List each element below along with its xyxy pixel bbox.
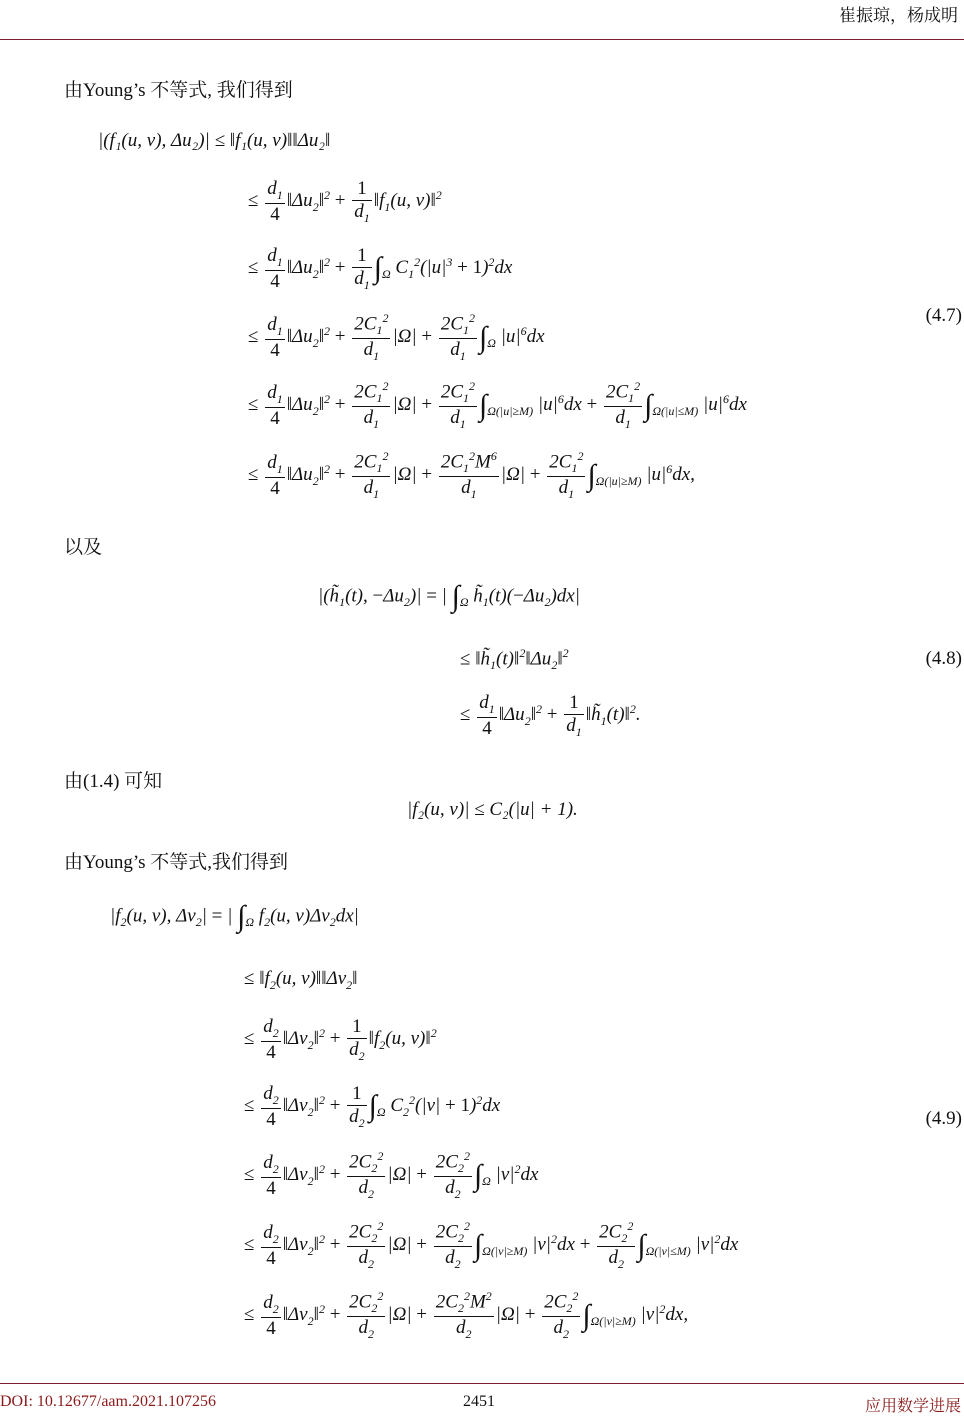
header-rule: [0, 39, 964, 40]
eq49-line-1: $|f_2(u$, v), $\Delta v_2|$ = | $\int_\Omega$ $f_2(u$, $v)\Delta v_2dx|$: [110, 900, 359, 933]
paragraph-by-1-4: 由(1.4) 可知: [64, 771, 163, 792]
eq49-line-4: ≤ $\frac{d_2}{4}$ $‖\Delta v_2‖^2$ + $\frac{1}{d_2}$ $\int_\Omega$ $C_2^2(|v| + 1)^2dx$: [244, 1083, 501, 1130]
eq48-line-3: ≤ $\frac{d_1}{4}$ $‖\Delta u_2‖^2$ + $\frac{1}{d_1}$ $‖h̃_1(t)‖^2$.: [460, 692, 641, 739]
footer-rule: [0, 1383, 964, 1384]
eq49-number: (4.9): [925, 1108, 962, 1129]
eq47-line-3: ≤ $\frac{d_1}{4}$ $‖\Delta u_2‖^2$ + $\frac{1}{d_1}$ $\int_\Omega$ $C_1^2(|u|^3 + 1)^2dx$: [248, 245, 513, 292]
eq47-line-6: ≤ $\frac{d_1}{4}$ $‖\Delta u_2‖^2$ + $\frac{2C_1^2}{d_1}$ |Ω| + $\frac{2C_1^2M^6}{d_1}$ |Ω| + $\frac{2C_1^2}{d_1}$ $\int_{\Omega(|u|\ge M)}$ $|u|^6dx$,: [248, 449, 695, 501]
eq49-line-5: ≤ $\frac{d_2}{4}$ $‖\Delta v_2‖^2$ + $\frac{2C_2^2}{d_2}$ |Ω| + $\frac{2C_2^2}{d_2}$ $\int_\Omega$ $|v|^2dx$: [244, 1149, 539, 1201]
eq48-line-1: $|(h̃_1(t)$, $-\Delta u_2)|$ = | $\int_\Omega$ $h̃_1(t)(-\Delta u_2)dx|$: [318, 580, 580, 613]
eq49-line-6: ≤ $\frac{d_2}{4}$ $‖\Delta v_2‖^2$ + $\frac{2C_2^2}{d_2}$ |Ω| + $\frac{2C_2^2}{d_2}$ $\int_{\Omega(|v|\ge M)}$ $|v|^2dx$ + $\frac{2C_2^2}{d_2}$ $\int_{\Omega(|v|\le M)}$ $|v|^2dx$: [244, 1219, 739, 1271]
header-authors: 崔振琼，杨成明: [839, 6, 958, 25]
footer-doi-link[interactable]: DOI: 10.12677/aam.2021.107256: [0, 1393, 216, 1410]
eq48-line-2: ≤ $‖h̃_1(t)‖^2‖\Delta u_2‖^2$: [460, 646, 569, 673]
paragraph-young-inequality: 由Young’s 不等式, 我们得到: [64, 80, 293, 101]
eq48-number: (4.8): [925, 648, 962, 669]
paragraph-and: 以及: [64, 537, 103, 558]
eq47-line-5: ≤ $\frac{d_1}{4}$ $‖\Delta u_2‖^2$ + $\frac{2C_1^2}{d_1}$ |Ω| + $\frac{2C_1^2}{d_1}$ $\int_{\Omega(|u|\ge M)}$ $|u|^6dx$ + $\frac{2C_1^2}{d_1}$ $\int_{\Omega(|u|\le M)}$ $|u|^6dx$: [248, 379, 747, 431]
footer-page-number: 2451: [463, 1393, 495, 1410]
eq49-line-3: ≤ $\frac{d_2}{4}$ $‖\Delta v_2‖^2$ + $\frac{1}{d_2}$ $‖f_2(u$, v)‖$^2$: [244, 1016, 437, 1063]
eq49-line-7: ≤ $\frac{d_2}{4}$ $‖\Delta v_2‖^2$ + $\frac{2C_2^2}{d_2}$ |Ω| + $\frac{2C_2^2M^2}{d_2}$ |Ω| + $\frac{2C_2^2}{d_2}$ $\int_{\Omega(|v|\ge M)}$ $|v|^2dx$,: [244, 1289, 689, 1341]
footer-journal-link[interactable]: 应用数学进展: [864, 1398, 961, 1415]
eq47-line-4: ≤ $\frac{d_1}{4}$ $‖\Delta u_2‖^2$ + $\frac{2C_1^2}{d_1}$ |Ω| + $\frac{2C_1^2}{d_1}$ $\int_\Omega$ $|u|^6dx$: [248, 311, 545, 363]
paragraph-young-inequality-2: 由Young’s 不等式,我们得到: [64, 852, 288, 873]
eq49-line-2: ≤ $‖f_2(u$, $v)‖‖\Delta v_2‖$: [244, 968, 358, 992]
eq-f2-bound: |f₂(u, v)| ≤ C₂(|u| + 1).: [407, 799, 578, 820]
eq47-line-1: |(f₁(u, v), Δu₂)| ≤ ‖f₁(u, v)‖‖Δu₂‖: [98, 130, 331, 151]
eq47-number: (4.7): [925, 305, 962, 326]
eq47-line-2: ≤ $\frac{d_1}{4}$ $‖\Delta u_2‖^2$ + $\frac{1}{d_1}$ $‖f_1(u$, v)‖$^2$: [248, 178, 442, 225]
